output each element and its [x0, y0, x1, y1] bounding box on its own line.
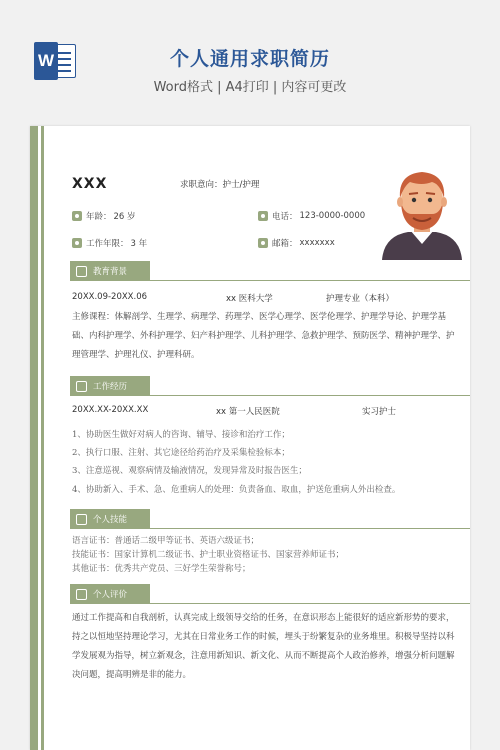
candidate-name: XXX: [72, 176, 108, 192]
work-company: xx 第一人民医院: [216, 407, 280, 417]
word-logo-letter: W: [34, 42, 58, 80]
work-item: 4、协助新入、手术、急、危重病人的处理：负责备血、取血，护送危重病人外出检查。: [72, 485, 401, 495]
age-value: 26 岁: [113, 212, 136, 222]
evaluation-section-header: [70, 584, 470, 604]
building-icon: [76, 381, 87, 392]
experience-info: [72, 237, 147, 249]
education-school: xx 医科大学: [226, 294, 273, 304]
phone-info: [258, 210, 365, 222]
page-title: 个人通用求职简历: [169, 48, 330, 70]
evaluation-text: 通过工作提高和自我剖析，认真完成上级领导交给的任务，在意识形态上能很好的适应新形势的要求，持之以恒地坚持理论学习，尤其在日常业务工作的时候，埋头于纷繁复杂的业务堆里。积极导坚持以科学发展观为指导，树立新观念，注意用新知识、新文化、从而不断提高个人政治修养，增强分析问题解决问题，提高明辨是非的能力。: [72, 613, 455, 680]
resume-paper: [30, 126, 470, 750]
work-item: 3、注意巡视、观察病情及输液情况，发现异常及时报告医生；: [72, 466, 307, 476]
education-major: 护理专业（本科）: [326, 294, 395, 304]
education-section-header: [70, 261, 470, 281]
work-role: 实习护士: [362, 407, 397, 417]
education-courses: 主修课程：体解剖学、生理学、病理学、药理学、医学心理学、医学伦理学、护理学导论、护理学基础、内科护理学、外科护理学、妇产科护理学、儿科护理学、急救护理学、预防医学、精神护理学、护理管理学、护理礼仪、护理科研。: [72, 312, 455, 360]
side-bar: [30, 126, 38, 750]
mail-icon: [258, 238, 268, 248]
experience-value: 3 年: [130, 239, 148, 249]
page-subtitle: Word格式 | A4打印 | 内容可更改: [153, 80, 347, 95]
phone-label: 电话：: [272, 212, 298, 222]
side-bar-thin: [41, 126, 44, 750]
skill-item: 其他证书：优秀共产党员、三好学生荣誉称号；: [72, 564, 251, 574]
avatar: [380, 162, 464, 260]
email-value: xxxxxxx: [299, 238, 335, 248]
work-section-header: [70, 376, 470, 396]
skill-item: 技能证书：国家计算机二级证书、护士职业资格证书、国家营养师证书；: [72, 550, 345, 560]
skill-item: 语言证书：普通话二级甲等证书、英语六级证书；: [72, 536, 260, 546]
age-label: 年龄：: [86, 212, 112, 222]
age-info: [72, 210, 136, 222]
work-title: 工作经历: [93, 382, 128, 392]
experience-label: 工作年限：: [86, 239, 129, 249]
work-item: 1、协助医生做好对病人的咨询、辅导、接诊和治疗工作；: [72, 430, 290, 440]
bank-icon: [76, 266, 87, 277]
email-info: [258, 237, 335, 249]
page-header: [0, 0, 500, 120]
skills-title: 个人技能: [93, 515, 128, 525]
email-label: 邮箱：: [272, 239, 298, 249]
person-icon: [72, 211, 82, 221]
phone-icon: [258, 211, 268, 221]
education-date: 20XX.09-20XX.06: [72, 292, 148, 302]
work-item: 2、执行口服、注射、其它途径给药治疗及采集检验标本；: [72, 448, 290, 458]
work-date: 20XX.XX-20XX.XX: [72, 405, 149, 415]
target-icon: [76, 514, 87, 525]
briefcase-icon: [72, 238, 82, 248]
job-intent: 求职意向：护士/护理: [180, 180, 260, 190]
evaluation-title: 个人评价: [93, 590, 128, 600]
skills-section-header: [70, 509, 470, 529]
tag-icon: [76, 589, 87, 600]
education-title: 教育背景: [93, 267, 128, 277]
phone-value: 123-0000-0000: [299, 211, 366, 221]
